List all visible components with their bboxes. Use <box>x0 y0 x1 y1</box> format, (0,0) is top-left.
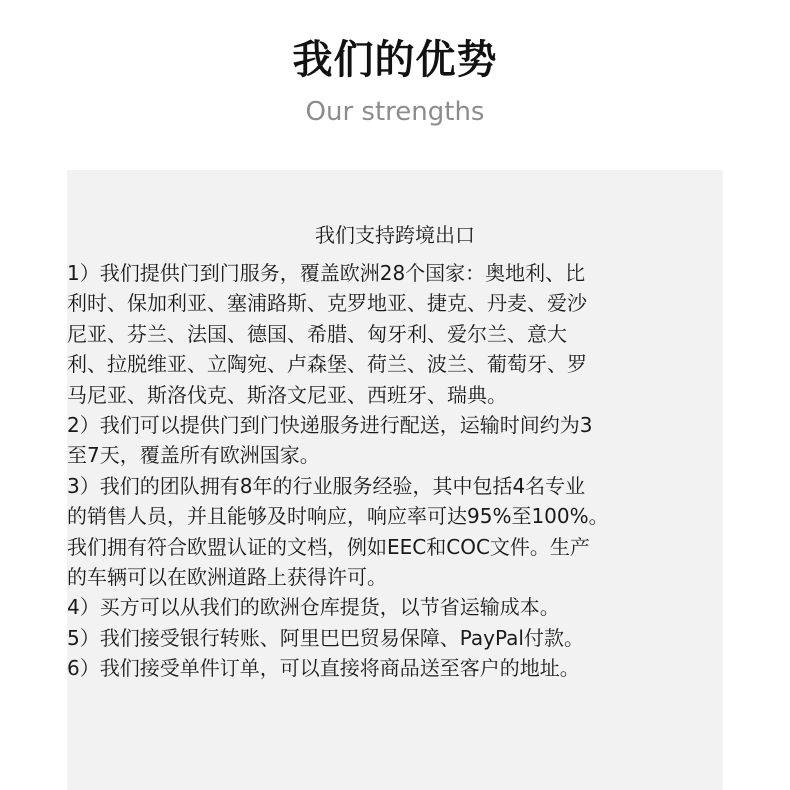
body-line: 2）我们可以提供门到门快递服务进行配送，运输时间约为3 <box>67 413 593 438</box>
body-line: 3）我们的团队拥有8年的行业服务经验，其中包括4名专业 <box>67 473 586 498</box>
body-line: 我们拥有符合欧盟认证的文档，例如EEC和COC文件。生产 <box>67 534 590 559</box>
body-line: 的车辆可以在欧洲道路上获得许可。 <box>67 565 387 590</box>
page-subtitle: Our strengths <box>305 97 485 127</box>
panel-body <box>67 258 723 684</box>
body-line: 马尼亚、斯洛伐克、斯洛文尼亚、西班牙、瑞典。 <box>67 382 507 407</box>
body-line: 至7天，覆盖所有欧洲国家。 <box>67 443 320 468</box>
body-line: 的销售人员，并且能够及时响应，响应率可达95%至100%。 <box>67 504 609 529</box>
page-title: 我们的优势 <box>292 37 498 83</box>
content-panel <box>67 170 723 790</box>
body-line: 利、拉脱维亚、立陶宛、卢森堡、荷兰、波兰、葡萄牙、罗 <box>67 352 587 377</box>
body-line: 利时、保加利亚、塞浦路斯、克罗地亚、捷克、丹麦、爱沙 <box>67 291 587 316</box>
panel-heading: 我们支持跨境出口 <box>315 223 475 247</box>
body-line: 1）我们提供门到门服务，覆盖欧洲28个国家：奥地利、比 <box>67 261 586 285</box>
body-line: 尼亚、芬兰、法国、德国、希腊、匈牙利、爱尔兰、意大 <box>67 321 567 346</box>
body-line: 5）我们接受银行转账、阿里巴巴贸易保障、PayPal付款。 <box>67 625 584 650</box>
body-line: 4）买方可以从我们的欧洲仓库提货，以节省运输成本。 <box>67 595 560 620</box>
body-line: 6）我们接受单件订单，可以直接将商品送至客户的地址。 <box>67 656 580 681</box>
